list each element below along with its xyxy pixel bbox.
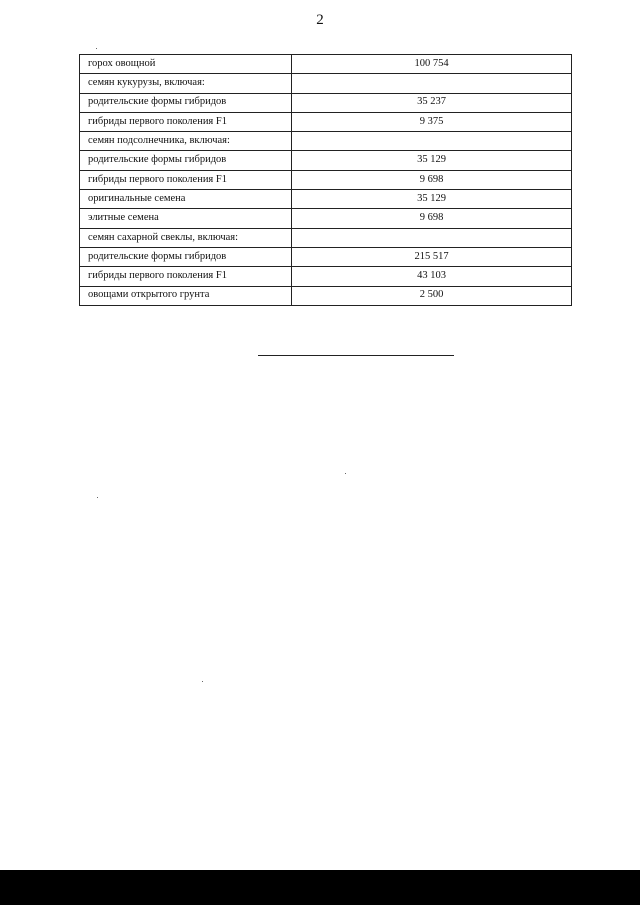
row-value: 100 754 [292,55,572,74]
row-label: элитные семена [80,209,292,228]
row-value: 9 375 [292,112,572,131]
row-value: 43 103 [292,267,572,286]
scan-speck [202,681,203,682]
table-row [80,286,572,305]
page-number: 2 [316,12,324,28]
row-label: родительские формы гибридов [80,247,292,266]
row-label: гибриды первого поколения F1 [80,170,292,189]
scan-speck [345,473,346,474]
table-row [80,74,572,93]
row-value: 2 500 [292,286,572,305]
row-value: 9 698 [292,170,572,189]
scan-border-bottom [0,870,640,905]
row-value [292,132,572,151]
scan-speck [97,497,98,498]
table-row [80,209,572,228]
row-label: гибриды первого поколения F1 [80,112,292,131]
row-value: 215 517 [292,247,572,266]
row-label: семян сахарной свеклы, включая: [80,228,292,247]
table-row [80,132,572,151]
row-value: 9 698 [292,209,572,228]
row-value: 35 129 [292,190,572,209]
end-of-document-line [258,355,454,356]
row-value [292,74,572,93]
table-row [80,55,572,74]
seed-table [79,54,572,306]
table-row [80,228,572,247]
table-row [80,247,572,266]
table-row [80,170,572,189]
row-label: оригинальные семена [80,190,292,209]
table-row [80,190,572,209]
row-label: семян подсолнечника, включая: [80,132,292,151]
row-value [292,228,572,247]
table-row [80,267,572,286]
row-label: родительские формы гибридов [80,151,292,170]
table-row [80,93,572,112]
row-value: 35 237 [292,93,572,112]
row-label: горох овощной [80,55,292,74]
row-label: семян кукурузы, включая: [80,74,292,93]
row-label: родительские формы гибридов [80,93,292,112]
row-label: гибриды первого поколения F1 [80,267,292,286]
table-row [80,112,572,131]
row-label: овощами открытого грунта [80,286,292,305]
table-row [80,151,572,170]
row-value: 35 129 [292,151,572,170]
scan-speck [96,48,97,49]
